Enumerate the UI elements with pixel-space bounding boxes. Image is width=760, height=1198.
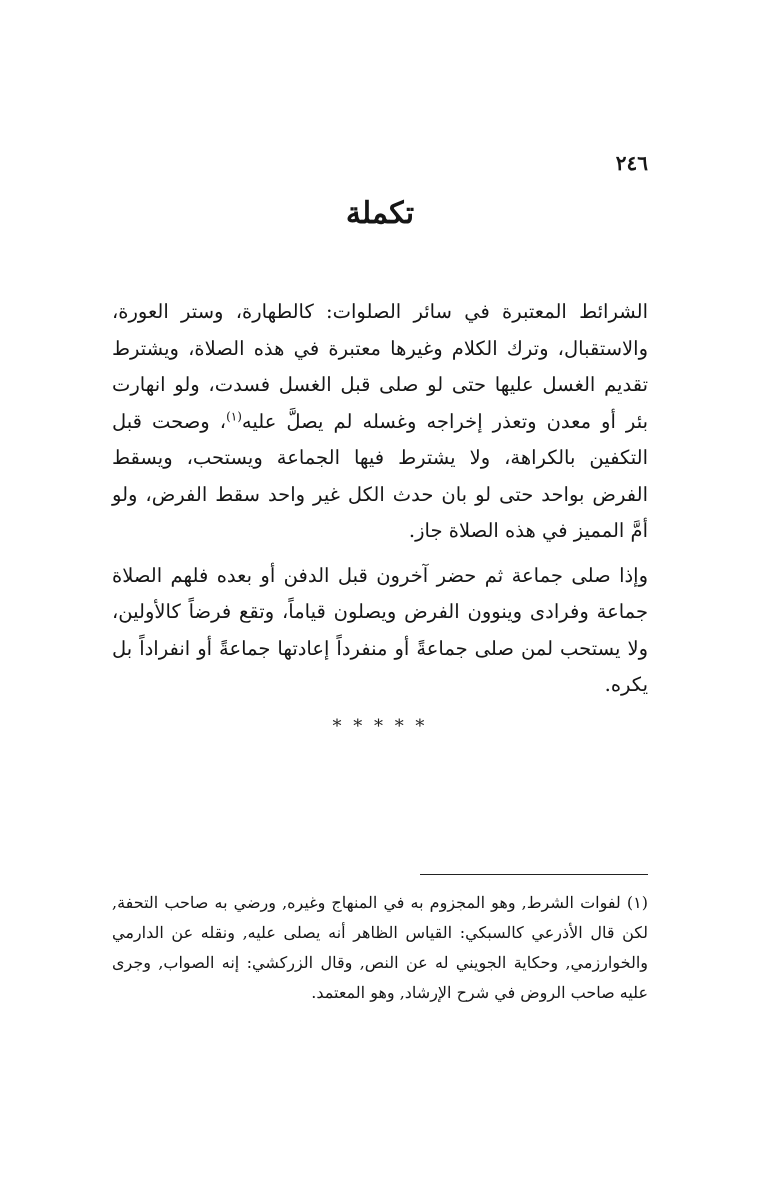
paragraph-conditions-continuation: ، وصحت قبل التكفين بالكراهة، ولا يشترط فيها الجماعة ويستحب، ويسقط الفرض بواحد حتى لو بان حدث الكل غير واحد سقط الفرض، ولو أمَّ المميز في هذه الصلاة جاز. [112, 409, 648, 542]
section-ornament: * * * * * [332, 716, 428, 737]
footnotes-section [112, 888, 648, 1008]
paragraph-conditions-text: الشرائط المعتبرة في سائر الصلوات: كالطهارة، وستر العورة، والاستقبال، وترك الكلام وغيرها معتبرة في هذه الصلاة، ويشترط تقديم الغسل عليها حتى لو صلى قبل الغسل فسدت، ولو انهارت بئر أو معدن وتعذر إخراجه وغسله لم يصلَّ عليه [112, 300, 649, 433]
footnote-divider [420, 874, 648, 875]
paragraph-repeat-prayer: وإذا صلى جماعة ثم حضر آخرون قبل الدفن أو بعده فلهم الصلاة جماعة وفرادى وينوون الفرض ويصلون قياماً، وتقع فرضاً كالأولين، ولا يستحب لمن صلى جماعةً أو منفرداً إعادتها جماعةً أو انفراداً بل يكره. [112, 563, 648, 696]
footnote-reference: (١) [226, 409, 242, 423]
paragraph-conditions [112, 294, 648, 550]
page-number: ٢٤٦ [615, 151, 648, 175]
footnote-1: (١) لفوات الشرط, وهو المجزوم به في المنهاج وغيره, ورضي به صاحب التحفة, لكن قال الأذرعي كالسبكي: القياس الظاهر أنه يصلى عليه, ونقله عن الدارمي والخوارزمي, وحكاية الجويني له عن النص, وقال الزركشي: إنه الصواب, وجرى عليه صاحب الروض في شرح الإرشاد, وهو المعتمد. [112, 893, 648, 1002]
chapter-title: تكملة [345, 196, 415, 231]
main-text [112, 294, 648, 704]
